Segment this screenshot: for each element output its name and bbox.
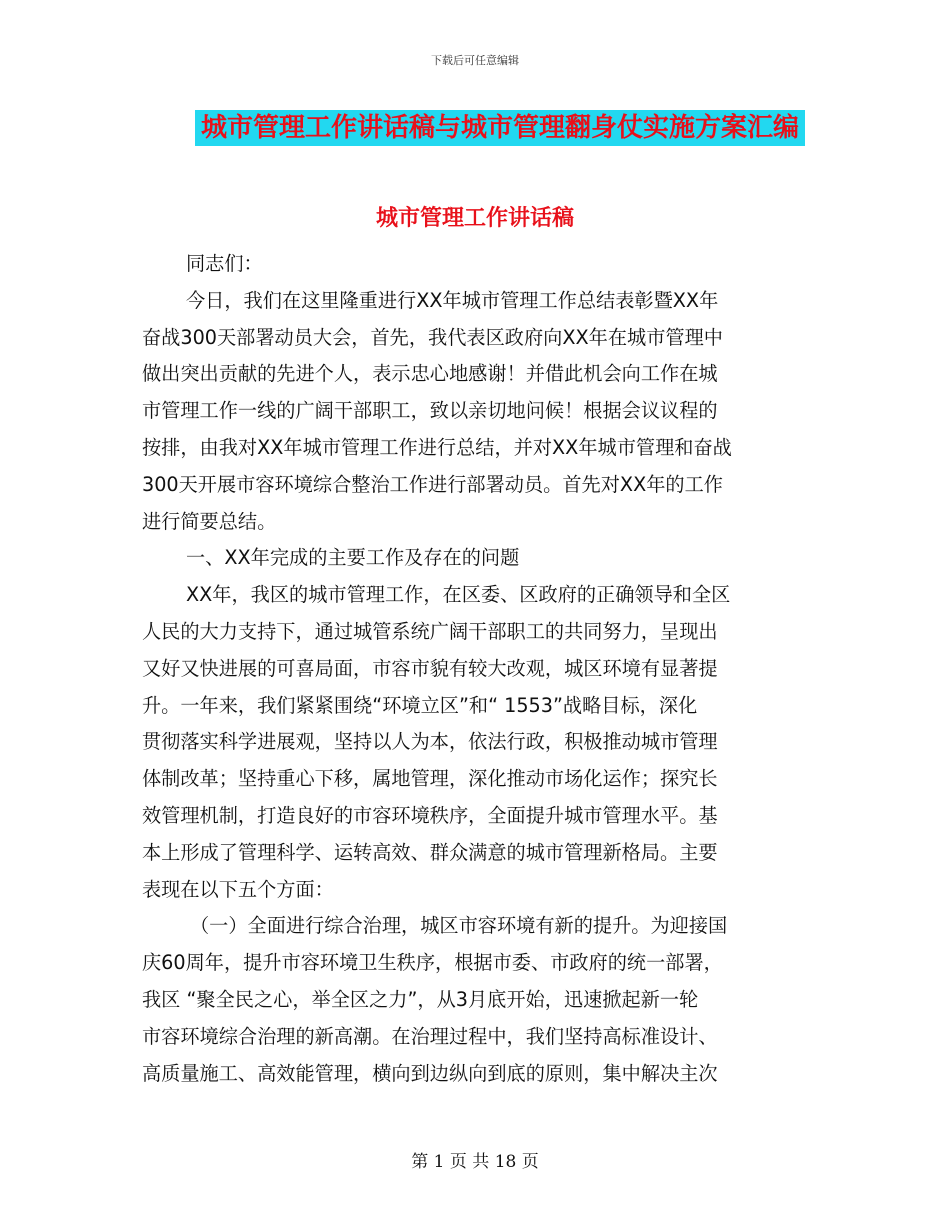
paragraph-line: 我区 “聚全民之心，举全区之力”，从3月底开始，迅速掀起新一轮 [142, 987, 699, 1011]
paragraph-line: XX年，我区的城市管理工作，在区委、区政府的正确领导和全区 [186, 583, 731, 607]
paragraph-line: （一）全面进行综合治理，城区市容环境有新的提升。为迎接国 [190, 914, 728, 938]
paragraph-line: 本上形成了管理科学、运转高效、群众满意的城市管理新格局。主要 [142, 840, 718, 864]
body-text [142, 246, 812, 1092]
paragraph-line: 奋战300天部署动员大会，首先，我代表区政府向XX年在城市管理中 [142, 325, 723, 349]
paragraph-line: 市容环境综合治理的新高潮。在治理过程中，我们坚持高标准设计、 [142, 1024, 718, 1048]
paragraph-line: 进行简要总结。 [142, 509, 277, 533]
paragraph-line: 按排，由我对XX年城市管理工作进行总结，并对XX年城市管理和奋战 [142, 435, 732, 459]
main-title-highlight [195, 110, 805, 146]
paragraph-line: 市管理工作一线的广阔干部职工，致以亲切地问候！根据会议议程的 [142, 399, 718, 423]
main-title: 城市管理工作讲话稿与城市管理翻身仗实施方案汇编 [200, 113, 799, 143]
paragraph-line: 300天开展市容环境综合整治工作进行部署动员。首先对XX年的工作 [142, 472, 723, 496]
paragraph-line: 贯彻落实科学进展观，坚持以人为本，依法行政，积极推动城市管理 [142, 730, 718, 754]
page-footer: 第 1 页 共 18 页 [411, 1152, 539, 1172]
paragraph-line: 升。一年来，我们紧紧围绕“环境立区”和“ 1553”战略目标，深化 [142, 693, 698, 717]
paragraph-line: 今日，我们在这里隆重进行XX年城市管理工作总结表彰暨XX年 [186, 288, 719, 312]
paragraph-line: 庆60周年，提升市容环境卫生秩序，根据市委、市政府的统一部署， [142, 951, 723, 975]
section-heading: 一、XX年完成的主要工作及存在的问题 [186, 546, 520, 570]
paragraph-line: 又好又快进展的可喜局面，市容市貌有较大改观，城区环境有显著提 [142, 656, 718, 680]
paragraph-line: 表现在以下五个方面： [142, 877, 334, 901]
paragraph-line: 体制改革；坚持重心下移，属地管理，深化推动市场化运作；探究长 [142, 767, 718, 791]
salutation: 同志们： [186, 252, 263, 275]
paragraph-line: 效管理机制，打造良好的市容环境秩序，全面提升城市管理水平。基 [142, 803, 718, 827]
header-note: 下载后可任意编辑 [431, 54, 519, 67]
paragraph-line: 人民的大力支持下，通过城管系统广阔干部职工的共同努力，呈现出 [142, 619, 718, 643]
paragraph-line: 高质量施工、高效能管理，横向到边纵向到底的原则，集中解决主次 [142, 1061, 718, 1085]
paragraph-line: 做出突出贡献的先进个人，表示忠心地感谢！并借此机会向工作在城 [142, 362, 718, 386]
section-title: 城市管理工作讲话稿 [375, 205, 574, 231]
